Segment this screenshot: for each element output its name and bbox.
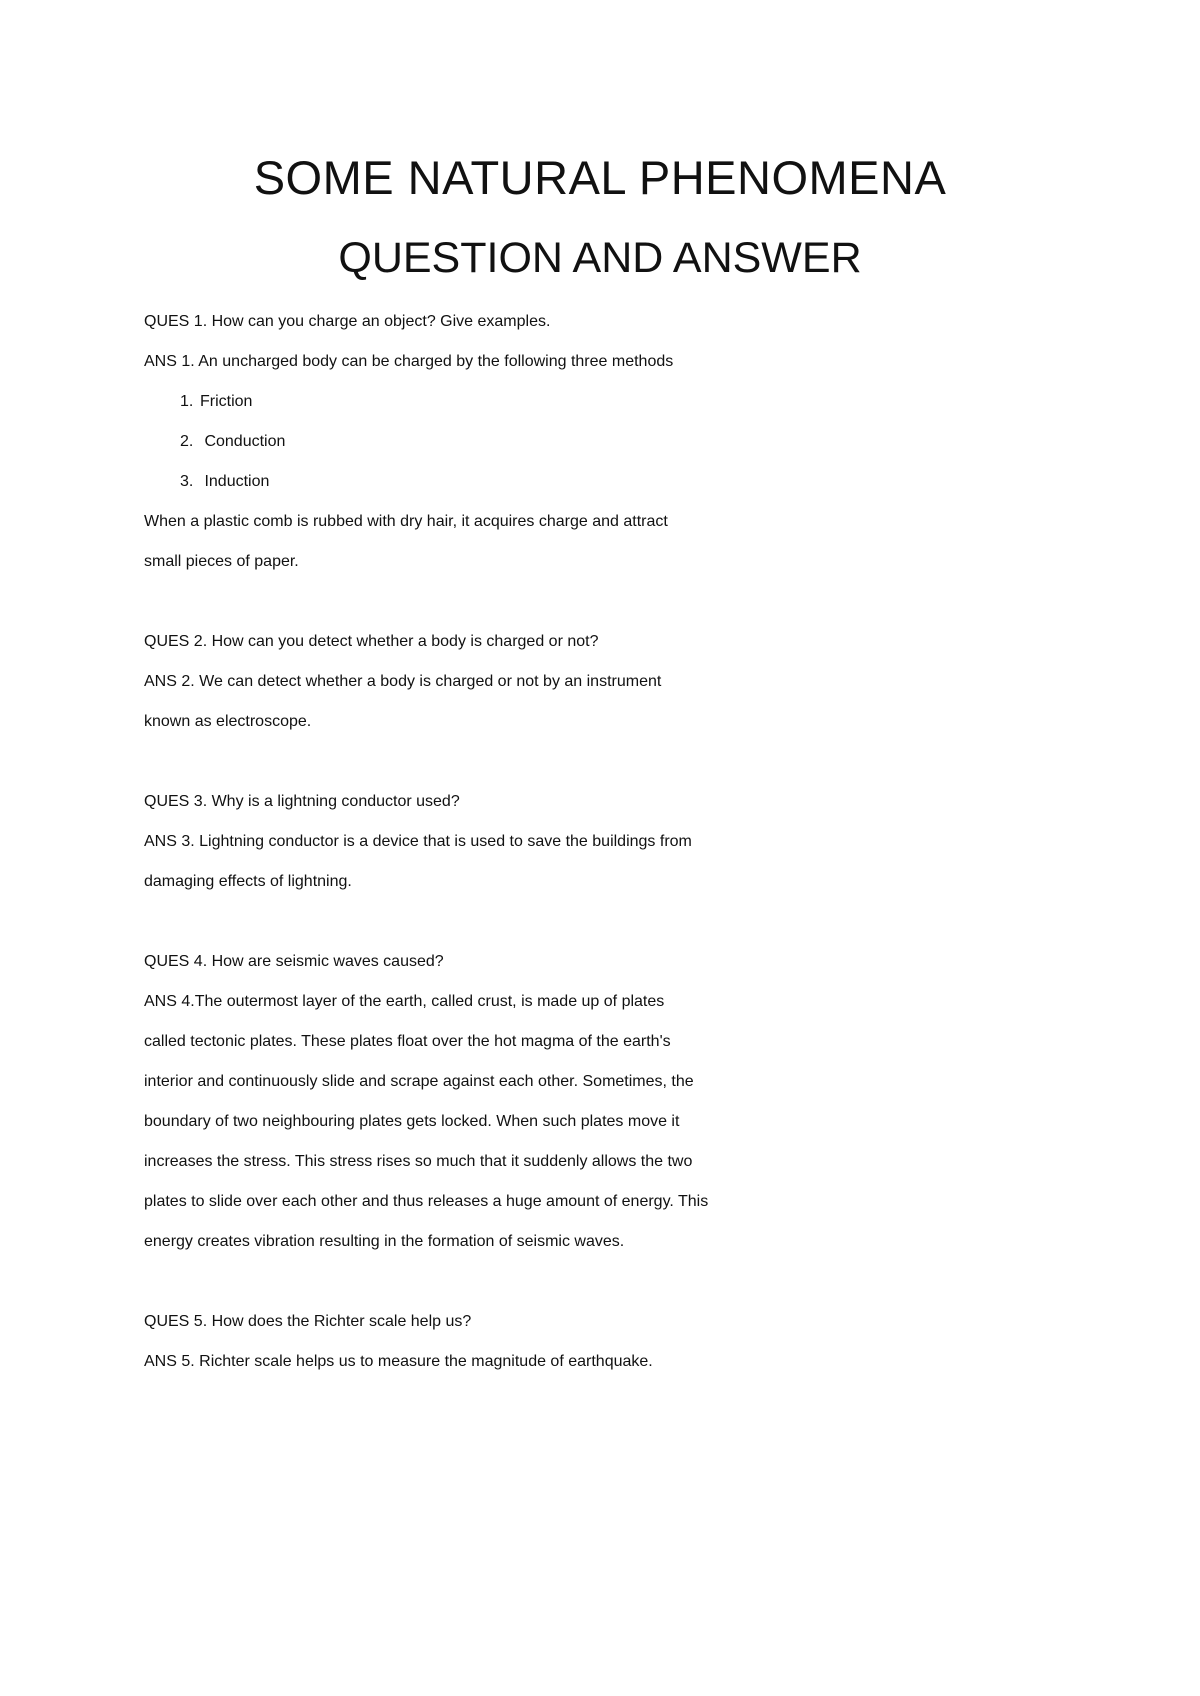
question-2: QUES 2. How can you detect whether a body is charged or not? [144, 633, 599, 650]
answer-4-line: boundary of two neighbouring plates gets locked. When such plates move it [144, 1113, 680, 1130]
answer-3-line: damaging effects of lightning. [144, 873, 352, 890]
list-number: 1. [180, 393, 194, 410]
answer-4-line: increases the stress. This stress rises so much that it suddenly allows the two [144, 1153, 693, 1170]
question-1: QUES 1. How can you charge an object? Give examples. [144, 313, 551, 330]
list-item-conduction [144, 422, 1064, 462]
answer-4-line: plates to slide over each other and thus releases a huge amount of energy. This [144, 1193, 709, 1210]
answer-5: ANS 5. Richter scale helps us to measure the magnitude of earthquake. [144, 1353, 653, 1370]
paragraph-gap [144, 1262, 1064, 1302]
document-title: SOME NATURAL PHENOMENA [253, 151, 947, 204]
question-5: QUES 5. How does the Richter scale help us? [144, 1313, 472, 1330]
answer-4-line: interior and continuously slide and scrape against each other. Sometimes, the [144, 1073, 694, 1090]
paragraph-gap [144, 742, 1064, 782]
question-3: QUES 3. Why is a lightning conductor used? [144, 793, 460, 810]
list-item-label: Conduction [200, 433, 286, 450]
answer-3-line: ANS 3. Lightning conductor is a device that is used to save the buildings from [144, 833, 692, 850]
list-item-induction [144, 462, 1064, 502]
list-item-label: Induction [200, 473, 270, 490]
list-number: 3. [180, 473, 194, 490]
answer-2-line: known as electroscope. [144, 713, 312, 730]
document-body [144, 302, 1064, 1382]
list-number: 2. [180, 433, 194, 450]
list-item-friction [144, 382, 1064, 422]
document-subtitle: QUESTION AND ANSWER [338, 234, 862, 282]
answer-2-line: ANS 2. We can detect whether a body is charged or not by an instrument [144, 673, 662, 690]
paragraph-gap [144, 902, 1064, 942]
answer-4-line: called tectonic plates. These plates float over the hot magma of the earth's [144, 1033, 671, 1050]
question-4: QUES 4. How are seismic waves caused? [144, 953, 444, 970]
paragraph-gap [144, 582, 1064, 622]
list-item-label: Friction [200, 393, 253, 410]
answer-1: ANS 1. An uncharged body can be charged by the following three methods [144, 353, 674, 370]
answer-1-example-line: When a plastic comb is rubbed with dry hair, it acquires charge and attract [144, 513, 668, 530]
answer-4-line: energy creates vibration resulting in the formation of seismic waves. [144, 1233, 625, 1250]
answer-4-line: ANS 4.The outermost layer of the earth, called crust, is made up of plates [144, 993, 665, 1010]
answer-1-example-line: small pieces of paper. [144, 553, 299, 570]
